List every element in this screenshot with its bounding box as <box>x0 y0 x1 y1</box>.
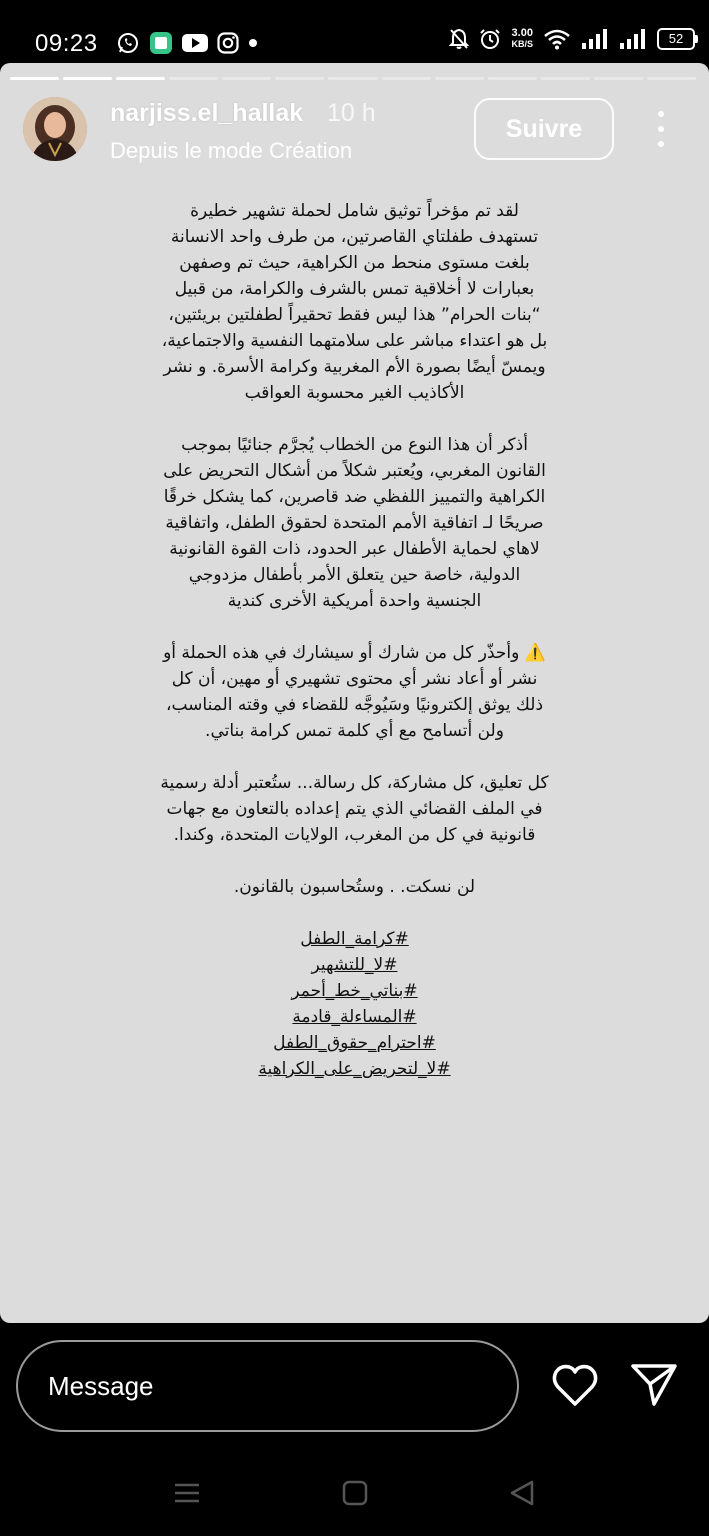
follow-button[interactable]: Suivre <box>474 98 614 160</box>
hashtag[interactable]: #احترام_حقوق_الطفل <box>273 1033 436 1053</box>
story-progress <box>10 77 696 80</box>
battery-indicator: 52 <box>657 28 695 50</box>
more-dot <box>658 141 664 147</box>
story-paragraph: أذكر أن هذا النوع من الخطاب يُجرَّم جنائيًا بموجب القانون المغربي، ويُعتبر شكلاً من أشكال التحريض على الكراهية والتمييز اللفظي ضد قاصرين، كما يشكل خرقًا صريحًا لـ اتفاقية الأمم المتحدة لحقوق الطفل، واتفاقية لاهاي لحماية الأطفال عبر الحدود، ذات القوة القانونية الدولية، خاصة حين يتعلق الأمر بأطفال مزدوجي الجنسية واحدة أمريكية الأخرى كندية <box>163 435 546 611</box>
avatar[interactable] <box>23 97 87 161</box>
gallery-icon <box>149 31 173 55</box>
hashtag[interactable]: #لا_للتشهير <box>311 955 398 975</box>
send-icon[interactable] <box>630 1362 678 1408</box>
speed-unit: KB/S <box>511 39 533 49</box>
youtube-icon <box>182 33 208 53</box>
progress-segment <box>222 77 271 80</box>
progress-segment <box>328 77 377 80</box>
more-dot <box>658 126 664 132</box>
heart-icon[interactable] <box>551 1362 599 1408</box>
hashtag[interactable]: #كرامة_الطفل <box>300 929 409 949</box>
progress-segment <box>541 77 590 80</box>
more-dot <box>658 111 664 117</box>
story-source-label[interactable]: Depuis le mode Création <box>110 138 353 163</box>
instagram-icon <box>217 32 239 54</box>
more-options-icon[interactable] <box>650 111 672 147</box>
system-icons <box>449 28 695 50</box>
hashtag[interactable]: #المساءلة_قادمة <box>292 1007 417 1027</box>
story-username[interactable]: narjiss.el_hallak <box>110 99 304 127</box>
progress-segment <box>435 77 484 80</box>
progress-segment <box>488 77 537 80</box>
progress-segment <box>63 77 112 80</box>
message-input[interactable]: Message <box>16 1340 519 1432</box>
status-time: 09:23 <box>35 30 98 57</box>
story-paragraph: ⚠️ وأحذّر كل من شارك أو سيشارك في هذه الحملة أو نشر أو أعاد نشر أي محتوى تشهيري أو مهين، أن كل ذلك يوثق إلكترونيًا وسَيُوجَّه للقضاء في وقته المناسب، ولن أتسامح مع أي كلمة تمس كرامة بناتي. <box>163 643 546 741</box>
story-paragraph: لن نسكت. . وستُحاسبون بالقانون. <box>233 877 476 897</box>
hashtag[interactable]: #لا_لتحريض_على_الكراهية <box>258 1059 451 1079</box>
network-speed <box>511 28 533 50</box>
story-time-ago: 10 h <box>327 99 376 127</box>
wifi-icon <box>543 28 571 50</box>
hashtag[interactable]: #بناتي_خط_أحمر <box>291 981 418 1001</box>
bell-muted-icon <box>449 28 469 50</box>
story-paragraph: كل تعليق، كل مشاركة، كل رسالة... ستُعتبر أدلة رسمية في الملف القضائي الذي يتم إعداده بالتعاون مع جهات قانونية في كل من المغرب، الولايات المتحدة، وكندا. <box>160 773 549 845</box>
hashtag-list <box>160 926 549 1082</box>
notification-icons <box>116 31 258 55</box>
story-paragraph: لقد تم مؤخراً توثيق شامل لحملة تشهير خطيرة تستهدف طفلتاي القاصرتين، من طرف واحد الانسانة بلغت مستوى منحط من الكراهية، حيث تم وصفهن بعبارات لا أخلاقية تمس بالشرف والكرامة، من قبيل “بنات الحرام” هذا ليس فقط تحقيراً لطفلتين بريئتين، بل هو اعتداء مباشر على سلامتهما النفسية والاجتماعية، ويمسّ أيضًا بصورة الأم المغربية وكرامة الأسرة. و نشر الأكاذيب الغير محسوبة العواقب <box>161 201 548 403</box>
progress-segment <box>116 77 165 80</box>
progress-segment <box>594 77 643 80</box>
system-nav-bar <box>0 1456 709 1536</box>
story-card[interactable] <box>0 63 709 1323</box>
progress-segment <box>647 77 696 80</box>
signal-icon-2 <box>619 28 647 50</box>
alarm-icon <box>479 28 501 50</box>
progress-segment <box>10 77 59 80</box>
home-square-icon[interactable] <box>340 1478 370 1508</box>
menu-icon[interactable] <box>172 1478 202 1508</box>
story-text <box>160 198 549 1082</box>
whatsapp-icon <box>116 31 140 55</box>
signal-icon <box>581 28 609 50</box>
avatar-image <box>23 97 87 161</box>
progress-segment <box>382 77 431 80</box>
progress-segment <box>169 77 218 80</box>
speed-value: 3.00 <box>511 27 533 39</box>
back-triangle-icon[interactable] <box>507 1478 537 1508</box>
progress-segment <box>275 77 324 80</box>
dot-icon <box>248 38 258 48</box>
